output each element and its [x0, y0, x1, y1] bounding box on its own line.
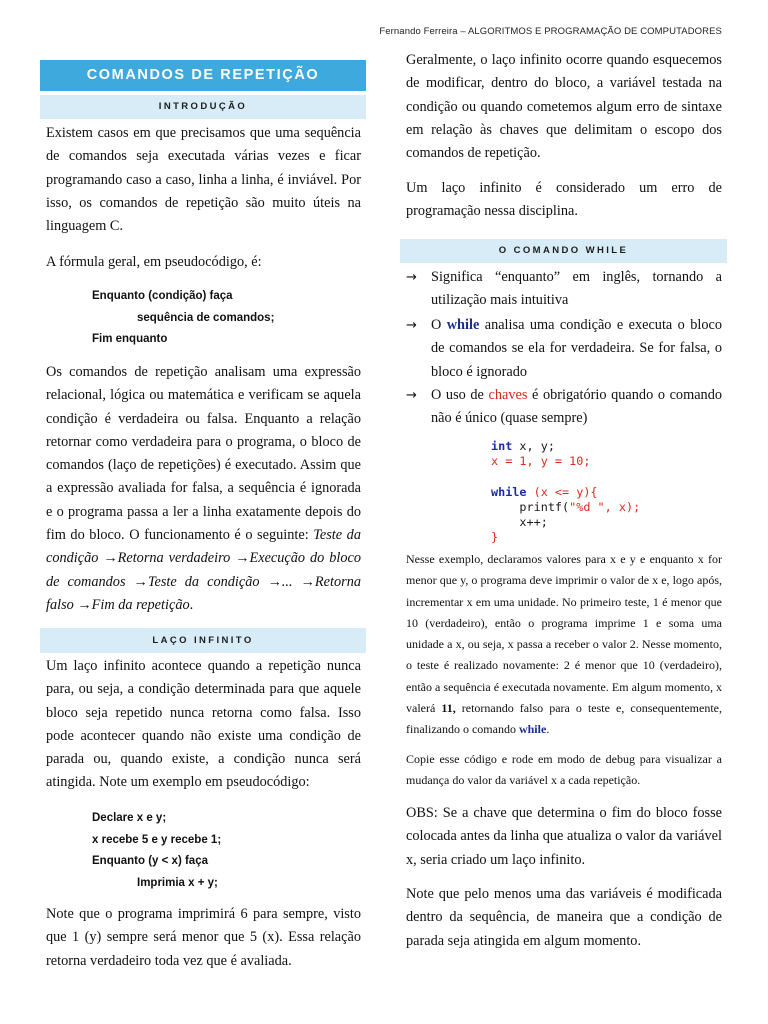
page-header: Fernando Ferreira – ALGORITMOS E PROGRAMAÇÃO DE COMPUTADORES [379, 26, 722, 37]
intro-heading: INTRODUÇÃO [40, 95, 366, 119]
pseudocode-line: Enquanto (condição) faça [92, 290, 233, 302]
obs-paragraph: OBS: Se a chave que determina o fim do bloco fosse colocada antes da linha que atualiza o valor da variável x, seria criado um laço infinito. [406, 805, 722, 868]
bullet-2-text [431, 314, 722, 384]
pseudocode-general [92, 286, 274, 351]
arrow-icon: → [406, 318, 417, 333]
code-line-2: x = 1, y = 10; [491, 454, 591, 469]
code-keyword-int: int [491, 439, 513, 453]
arrow-icon: → [406, 270, 417, 285]
intro-paragraph-1: Existem casos em que precisamos que uma sequência de comandos seja executada várias vezes e ficar programando caso a caso, linha a linha, é inviável. Por isso, os comandos de repetição são muito úteis na linguagem C. [46, 125, 361, 235]
chaves-keyword: chaves [488, 387, 528, 403]
pseudocode-line: Fim enquanto [92, 333, 168, 345]
code-line-6: } [491, 530, 499, 545]
code-line-4 [491, 500, 640, 515]
while-heading: O COMANDO WHILE [400, 239, 727, 263]
bullet-1 [406, 266, 722, 313]
pseudocode-line: sequência de comandos; [137, 311, 275, 324]
code-line-3 [491, 485, 640, 500]
flow-period: . [189, 596, 194, 613]
while-keyword: while [518, 722, 547, 737]
pseudocode-infinite [92, 808, 221, 894]
arrow-icon: → [406, 388, 417, 403]
intro-paragraph-2: A fórmula geral, em pseudocódigo, é: [46, 254, 262, 270]
code-text: , x); [604, 499, 641, 514]
bullet-2-pre: O [431, 317, 447, 333]
bullet-3 [406, 384, 722, 431]
right-paragraph-1: Geralmente, o laço infinito ocorre quando esquecemos de modificar, dentro do bloco, a variável testada na condição ou quando cometemos algum erro de sintaxe em relação às chaves que delimitam o escopo dos comandos de repetição. [406, 52, 722, 162]
code-string: "%d " [569, 499, 605, 514]
code-line-blank [491, 469, 640, 484]
pseudocode-line: x recebe 5 e y recebe 1; [92, 833, 222, 846]
while-keyword: while [446, 317, 480, 333]
intro-paragraph-3-text: Os comandos de repetição analisam uma expressão relacional, lógica ou matemática e verificam se aquela condição é verdadeira ou falsa. Enquanto a relação retornar como verdadeira para o programa, o bloco de comandos (laço de repetições) é executado. Assim que a expressão avaliada for falsa, a sequência é ignorada e o programa passa a ler a linha exatamente depois do fim do bloco. O funcionamento é o seguinte: [46, 364, 361, 544]
final-paragraph: Note que pelo menos uma das variáveis é modificada dentro da sequência, de maneira que a condição de parada seja atingida em algum momento. [406, 886, 722, 949]
example-bold-value: 11, [441, 701, 456, 716]
pseudocode-line: Enquanto (y < x) faça [92, 855, 208, 867]
intro-paragraph-3 [46, 361, 361, 617]
example-text: Nesse exemplo, declaramos valores para x e y e enquanto x for menor que y, o programa deve imprimir o valor de x e, logo após, incrementar x em uma unidade. No primeiro teste, 1 é menor que 10 (verdadeiro), então o programa imprime 1 e soma uma unidade a x, ou seja, x passa a receber o valor 2. Nesse momento, o teste é realizado novamente: 2 é menor que 10 (verdadeiro), então a sequência é executada novamente. Em algum momento, x valerá [406, 552, 722, 716]
pseudocode-line: Imprimia x + y; [137, 876, 218, 889]
example-period: . [546, 722, 550, 737]
infinite-paragraph-2: Note que o programa imprimirá 6 para sempre, visto que 1 (y) sempre será menor que 5 (x). Essa relação retorna verdadeiro toda vez que é avaliada. [46, 906, 361, 969]
bullet-3-text [431, 384, 722, 431]
code-keyword-while: while [491, 484, 527, 499]
bullet-2 [406, 314, 722, 384]
code-text: x, y; [512, 439, 555, 453]
example-text-mid: retornando falso para o teste e, consequentemente, finalizando o comando [406, 701, 722, 737]
section-title: COMANDOS DE REPETIÇÃO [40, 60, 366, 91]
right-paragraph-2: Um laço infinito é considerado um erro de programação nessa disciplina. [406, 180, 722, 220]
code-text: printf( [491, 499, 570, 514]
flow-sequence: Teste da condição →Retorna verdadeiro →Execução do bloco de comandos →Teste da condição →... →Retorna falso →Fim da repetição [46, 527, 361, 613]
infinite-loop-heading: LAÇO INFINITO [40, 628, 366, 653]
debug-note: Copie esse código e rode em modo de debug para visualizar a mudança do valor da variável x a cada repetição. [406, 752, 722, 788]
bullet-2-post: analisa uma condição e executa o bloco de comandos se ela for verdadeira. Se for falsa, o bloco é ignorado [431, 317, 722, 380]
code-line-5: x++; [491, 515, 548, 530]
code-line-1 [491, 439, 640, 454]
code-text: (x <= y){ [526, 484, 598, 499]
bullet-1-text: Significa “enquanto” em inglês, tornando a utilização mais intuitiva [431, 269, 722, 309]
infinite-paragraph-1: Um laço infinito acontece quando a repetição nunca para, ou seja, a condição determinada para que aquele bloco seja repetido nunca retorna como falsa. Isso pode acontecer quando não existe uma condição de parada ou, quando existe, a condição nunca será atingida. Note um exemplo em pseudocódigo: [46, 658, 361, 791]
pseudocode-line: Declare x e y; [92, 812, 167, 824]
example-explanation [406, 549, 722, 741]
bullet-3-post: é obrigatório quando o comando não é único (quase sempre) [431, 387, 722, 427]
c-code-example [491, 439, 640, 545]
bullet-3-pre: O uso de [431, 387, 489, 403]
